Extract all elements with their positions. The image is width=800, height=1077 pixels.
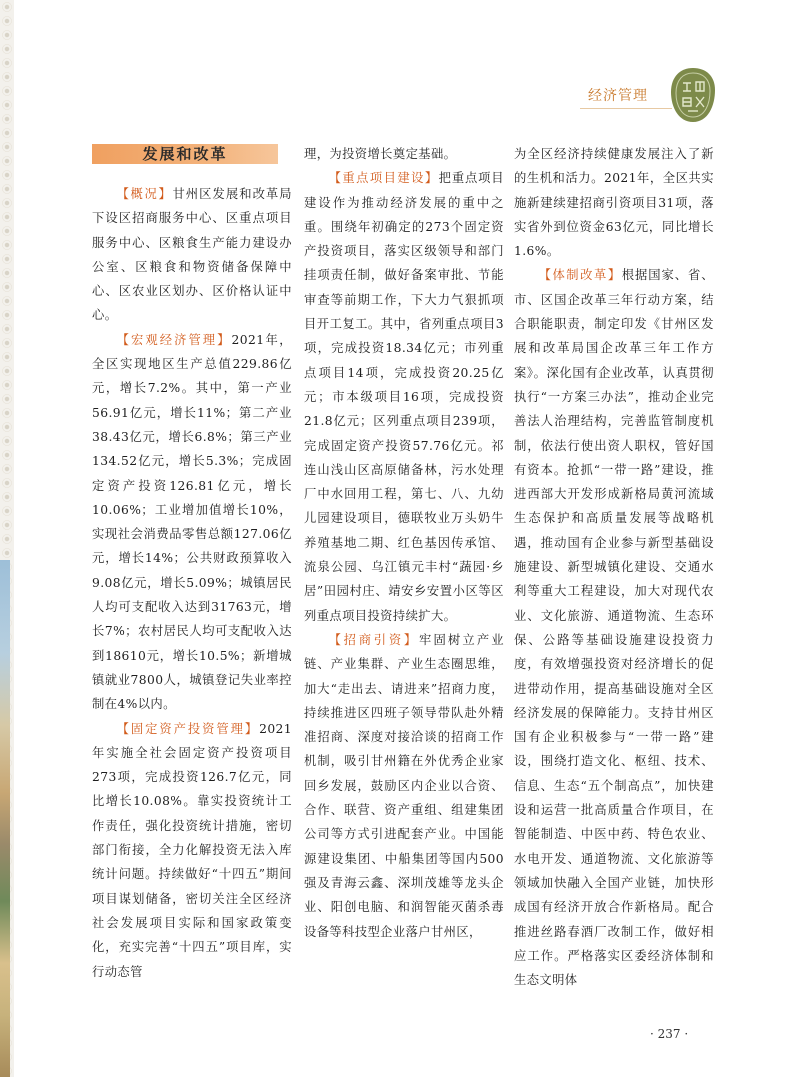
paragraph-key-projects: [304, 166, 504, 628]
paragraph-overview: [92, 182, 292, 328]
paragraph-system-reform: [514, 263, 714, 992]
paragraph-continuation: 为全区经济持续健康发展注入了新的生机和活力。2021年，全区共实施新建续建招商引资项目31项，落实省外到位资金63亿元，同比增长1.6%。: [514, 147, 714, 259]
paragraph-text: 2021年，全区实现地区生产总值229.86亿元，增长7.2%。其中，第一产业56.91亿元，增长11%；第二产业38.43亿元，增长6.8%；第三产业134.52亿元，增长5.3%；完成固定资产投资126.81亿元，增长10.06%；工业增加值增长10%，实现社会消费品零售总额127.06亿元，增长14%；公共财政预算收入9.08亿元，增长5.09%；城镇居民人均可支配收入达到31763元，增长7%；农村居民人均可支配收入达到18610元，增长10.5%；新增城镇就业7800人，城镇登记失业率控制在4%以内。: [92, 332, 292, 712]
paragraph-investment-attraction: [304, 628, 504, 944]
paragraph-tag: 【宏观经济管理】: [116, 332, 232, 347]
paragraph-text: 根据国家、省、市、区国企改革三年行动方案，结合职能职责，制定印发《甘州区发展和改革局国企改革三年工作方案》。深化国有企业改革，认真贯彻执行“一方案三办法”，推动企业完善法人治理结构，完善监管制度机制，依法行使出资人职权，管好国有资本。抢抓“一带一路”建设，推进西部大开发形成新格局黄河流域生态保护和高质量发展等战略机遇，推动国有企业参与新型基础设施建设、新型城镇化建设、交通水利等重大工程建设，加大对现代农业、文化旅游、通道物流、生态环保、公路等基础设施建设投资力度，有效增强投资对经济增长的促进带动作用，提高基础设施对全区经济发展的保障能力。支持甘州区国有企业积极参与“一带一路”建设，围绕打造文化、枢纽、技术、信息、生态“五个制高点”，加快建设和运营一批高质量合作项目，在智能制造、中医中药、特色农业、水电开发、通道物流、文化旅游等领域加快融入全国产业链，加快形成国有经济开放合作新格局。配合推进丝路春酒厂改制工作，做好相应工作。严格落实区委经济体制和生态文明体: [514, 268, 714, 988]
paragraph-tag: 【固定资产投资管理】: [116, 721, 260, 736]
paragraph-continuation: 理，为投资增长奠定基础。: [304, 147, 457, 161]
article-title: 发展和改革: [92, 144, 278, 164]
paragraph-tag: 【招商引资】: [328, 632, 419, 647]
paragraph-fixed-asset-investment: [92, 717, 292, 984]
paragraph-text: 2021年实施全社会固定资产投资项目273项，完成投资126.7亿元，同比增长10.08%。靠实投资统计工作责任，强化投资统计措施，密切部门衔接，全力化解投资无法入库统计问题。持续做好“十四五”期间项目谋划储备，密切关注全区经济社会发展项目实际和国家政策变化，充实完善“十四五”项目库，实行动态管: [92, 721, 292, 979]
paragraph-text: 甘州区发展和改革局下设区招商服务中心、区重点项目服务中心、区粮食生产能力建设办公室、区粮食和物资储备保障中心、区农业区划办、区价格认证中心。: [92, 187, 292, 323]
paragraph-tag: 【体制改革】: [538, 268, 622, 283]
header-divider: [580, 108, 672, 109]
page-number: · 237 ·: [650, 1027, 689, 1041]
seal-stamp-icon: [668, 66, 718, 124]
paragraph-text: 牢固树立产业链、产业集群、产业生态圈思维，加大“走出去、请进来”招商力度，持续推进区四班子领导带队赴外精准招商、深度对接洽谈的招商工作机制，吸引甘州籍在外优秀企业家回乡发展，鼓励区内企业以合资、合作、联营、资产重组、组建集团公司等方式引进配套产业。中国能源建设集团、中船集团等国内500强及青海云鑫、深圳茂雄等龙头企业、阳创电脑、和润智能灭菌杀毒设备等科技型企业落户甘州区，: [304, 632, 504, 939]
running-header-section: 经济管理: [588, 88, 648, 104]
text-column-2: [304, 142, 504, 944]
paragraph-macro-economy: [92, 328, 292, 717]
paragraph-tag: 【概况】: [116, 187, 173, 201]
paragraph-text: 把重点项目建设作为推动经济发展的重中之重。围绕年初确定的273个固定资产投资项目，落实区级领导和部门挂项责任制，做好备案审批、节能审查等前期工作，下大力气狠抓项目开工复工。其中，省列重点项目3项，完成投资18.34亿元；市列重点项目14项，完成投资20.25亿元；市本级项目16项，完成投资21.8亿元；区列重点项目239项，完成固定资产投资57.76亿元。祁连山浅山区高原储备林，污水处理厂中水回用工程，第七、八、九幼儿园建设项目，德联牧业万头奶牛养殖基地二期、红色基因传承馆、流泉公园、乌江镇元丰村“蔬园·乡居”田园村庄、靖安乡安置小区等区列重点项目投资持续扩大。: [304, 171, 504, 623]
side-photo-strip: [0, 560, 10, 1077]
text-column-1: [92, 142, 292, 984]
text-column-3: [514, 142, 714, 992]
paragraph-tag: 【重点项目建设】: [328, 171, 439, 186]
